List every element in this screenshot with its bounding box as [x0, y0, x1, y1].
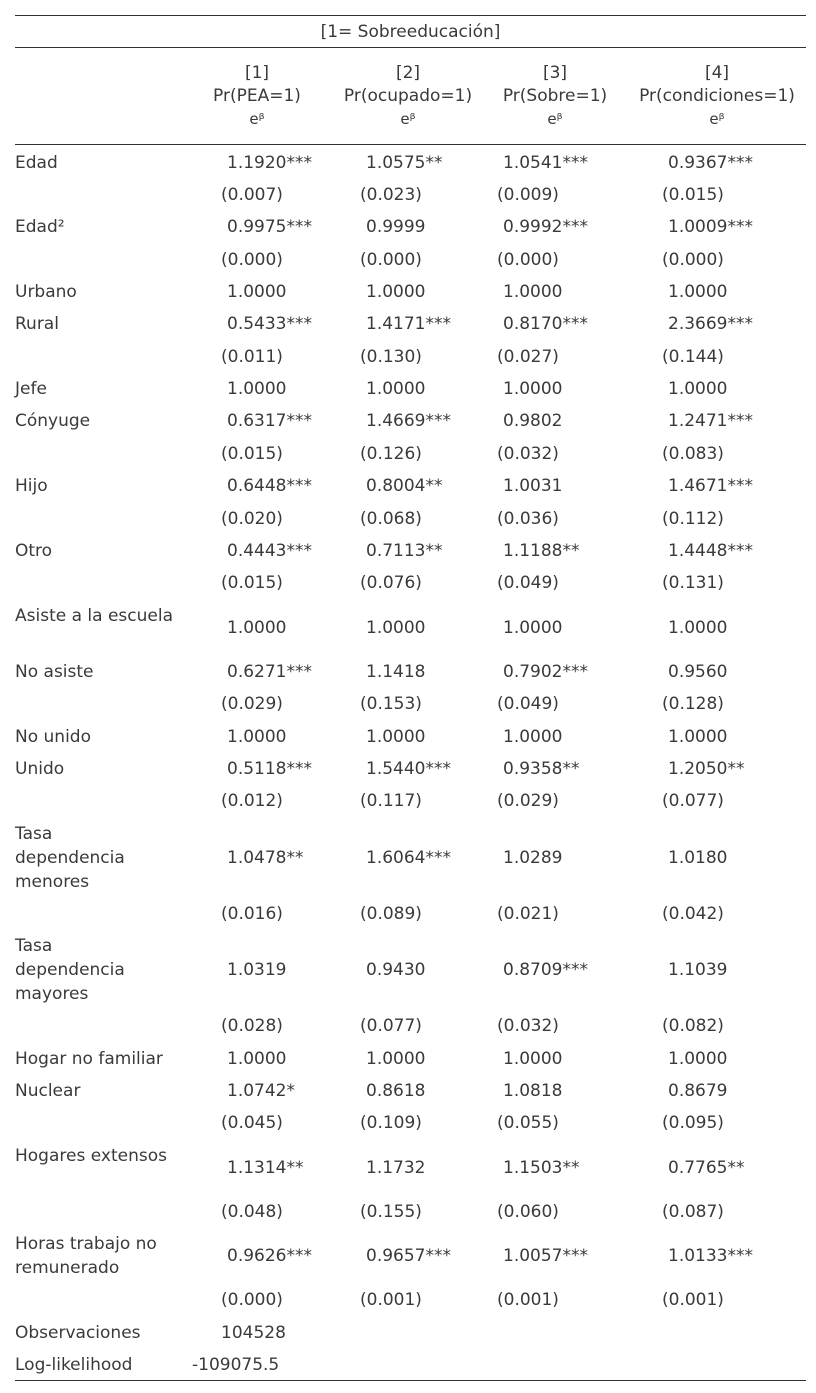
cell-col-2: 1.0575**	[366, 153, 443, 173]
cell-col-4: 1.0000	[668, 1049, 728, 1069]
cell-col-4: 1.0000	[668, 618, 728, 638]
cell-col-3: (0.060)	[497, 1202, 559, 1222]
header-rule	[15, 47, 806, 48]
row-label: Asiste a la escuela	[15, 606, 173, 626]
cell-col-2: 1.0000	[366, 282, 426, 302]
cell-col-3: 1.0000	[503, 379, 563, 399]
cell-col-2: (0.089)	[360, 904, 422, 924]
row-label: Observaciones	[15, 1323, 141, 1343]
cell-col-1: 0.9975***	[227, 217, 312, 237]
cell-col-4: 1.0009***	[668, 217, 753, 237]
cell-col-4: (0.083)	[662, 444, 724, 464]
cell-col-1: 0.5433***	[227, 314, 312, 334]
column-number: [4]	[704, 63, 730, 83]
cell-col-3: 1.0000	[503, 282, 563, 302]
cell-col-2: 0.8618	[366, 1081, 426, 1101]
cell-col-1: (0.028)	[221, 1016, 283, 1036]
cell-col-4: (0.000)	[662, 250, 724, 270]
cell-col-3: 1.0000	[503, 727, 563, 747]
column-dependent-variable: Pr(PEA=1)	[213, 86, 301, 106]
cell-col-3: (0.036)	[497, 509, 559, 529]
row-label: Hogares extensos	[15, 1146, 167, 1166]
column-dependent-variable: Pr(ocupado=1)	[343, 86, 473, 106]
cell-col-2: (0.068)	[360, 509, 422, 529]
cell-col-2: 1.5440***	[366, 759, 451, 779]
cell-col-2: 1.0000	[366, 727, 426, 747]
cell-col-1: (0.000)	[221, 1290, 283, 1310]
column-header-1	[197, 62, 317, 131]
cell-col-1: (0.016)	[221, 904, 283, 924]
cell-col-3: (0.021)	[497, 904, 559, 924]
cell-col-4: (0.128)	[662, 694, 724, 714]
cell-col-2: 0.9657***	[366, 1246, 451, 1266]
cell-col-2: (0.117)	[360, 791, 422, 811]
cell-col-3: (0.049)	[497, 694, 559, 714]
cell-col-2: (0.155)	[360, 1202, 422, 1222]
cell-col-3: 1.0541***	[503, 153, 588, 173]
row-label: Urbano	[15, 282, 77, 302]
cell-col-1: 1.0000	[227, 618, 287, 638]
cell-col-1: 0.6448***	[227, 476, 312, 496]
column-coefficient-label: eᵝ	[547, 110, 563, 128]
cell-col-1: 1.0000	[227, 1049, 287, 1069]
cell-col-2: (0.076)	[360, 573, 422, 593]
cell-col-4: 0.7765**	[668, 1158, 745, 1178]
cell-col-2: (0.109)	[360, 1113, 422, 1133]
cell-col-3: (0.029)	[497, 791, 559, 811]
cell-col-2: 1.1732	[366, 1158, 426, 1178]
spanning-header: [1= Sobreeducación]	[320, 22, 501, 42]
cell-col-3: 0.9802	[503, 411, 563, 431]
cell-col-3: 1.1188**	[503, 541, 580, 561]
cell-col-1: 0.4443***	[227, 541, 312, 561]
row-label: Unido	[15, 759, 65, 779]
cell-col-1: 1.1920***	[227, 153, 312, 173]
cell-col-2: 1.0000	[366, 618, 426, 638]
cell-col-1: (0.029)	[221, 694, 283, 714]
column-coefficient-label: eᵝ	[400, 110, 416, 128]
cell-col-2: 1.0000	[366, 1049, 426, 1069]
cell-col-1: 1.0000	[227, 282, 287, 302]
cell-col-4: (0.112)	[662, 509, 724, 529]
column-dependent-variable: Pr(condiciones=1)	[639, 86, 795, 106]
cell-col-4: (0.095)	[662, 1113, 724, 1133]
cell-col-1: 1.0000	[227, 379, 287, 399]
cell-col-4: 1.0000	[668, 282, 728, 302]
cell-col-3: (0.049)	[497, 573, 559, 593]
cell-col-2: 1.4669***	[366, 411, 451, 431]
cell-col-1: (0.011)	[221, 347, 283, 367]
cell-col-3: 0.9992***	[503, 217, 588, 237]
cell-col-1: (0.015)	[221, 573, 283, 593]
body-rule	[15, 144, 806, 145]
cell-col-2: (0.023)	[360, 185, 422, 205]
cell-col-1: 0.5118***	[227, 759, 312, 779]
row-label: Otro	[15, 541, 53, 561]
cell-col-4: 1.0000	[668, 727, 728, 747]
row-label: Rural	[15, 314, 59, 334]
cell-col-1: (0.048)	[221, 1202, 283, 1222]
cell-col-3: 0.8170***	[503, 314, 588, 334]
row-label: Log-likelihood	[15, 1355, 133, 1375]
row-label: Tasa dependencia menores	[15, 824, 125, 892]
row-label: Hogar no familiar	[15, 1049, 163, 1069]
column-number: [1]	[244, 63, 270, 83]
cell-col-1: 0.6271***	[227, 662, 312, 682]
loglik-value: -109075.5	[192, 1355, 280, 1375]
column-header-4	[626, 62, 808, 131]
column-coefficient-label: eᵝ	[249, 110, 265, 128]
cell-col-2: 0.9999	[366, 217, 426, 237]
cell-col-3: (0.001)	[497, 1290, 559, 1310]
cell-col-4: 1.1039	[668, 960, 728, 980]
cell-col-4: 0.9560	[668, 662, 728, 682]
cell-col-3: 0.8709***	[503, 960, 588, 980]
cell-col-4: 1.0133***	[668, 1246, 753, 1266]
cell-col-2: 0.7113**	[366, 541, 443, 561]
cell-col-1: (0.000)	[221, 250, 283, 270]
cell-col-4: 1.0000	[668, 379, 728, 399]
cell-col-1: 1.0319	[227, 960, 287, 980]
cell-col-1: (0.020)	[221, 509, 283, 529]
column-dependent-variable: Pr(Sobre=1)	[502, 86, 608, 106]
cell-col-3: 1.0289	[503, 848, 563, 868]
cell-col-4: 0.9367***	[668, 153, 753, 173]
cell-col-3: 1.0000	[503, 1049, 563, 1069]
cell-col-4: (0.015)	[662, 185, 724, 205]
cell-col-3: (0.009)	[497, 185, 559, 205]
cell-col-4: 1.4671***	[668, 476, 753, 496]
cell-col-3: (0.055)	[497, 1113, 559, 1133]
cell-col-2: 1.0000	[366, 379, 426, 399]
cell-col-3: 1.1503**	[503, 1158, 580, 1178]
column-header-2	[333, 62, 483, 131]
cell-col-4: (0.082)	[662, 1016, 724, 1036]
cell-col-1: (0.007)	[221, 185, 283, 205]
cell-col-2: (0.153)	[360, 694, 422, 714]
cell-col-3: (0.032)	[497, 1016, 559, 1036]
row-label: No asiste	[15, 662, 94, 682]
top-rule	[15, 15, 806, 16]
cell-col-3: 1.0057***	[503, 1246, 588, 1266]
cell-col-3: 1.0031	[503, 476, 563, 496]
cell-col-4: 0.8679	[668, 1081, 728, 1101]
cell-col-2: 1.6064***	[366, 848, 451, 868]
cell-col-2: (0.001)	[360, 1290, 422, 1310]
column-number: [2]	[395, 63, 421, 83]
cell-col-2: 1.4171***	[366, 314, 451, 334]
cell-col-1: (0.045)	[221, 1113, 283, 1133]
observations-value: 104528	[221, 1323, 286, 1343]
row-label: Nuclear	[15, 1081, 81, 1101]
row-label: Tasa dependencia mayores	[15, 936, 125, 1004]
column-coefficient-label: eᵝ	[709, 110, 725, 128]
cell-col-2: 0.8004**	[366, 476, 443, 496]
cell-col-2: (0.126)	[360, 444, 422, 464]
cell-col-1: 1.0742*	[227, 1081, 295, 1101]
cell-col-4: 1.2471***	[668, 411, 753, 431]
cell-col-1: (0.012)	[221, 791, 283, 811]
row-label: Horas trabajo no remunerado	[15, 1234, 157, 1278]
cell-col-2: (0.077)	[360, 1016, 422, 1036]
row-label: Edad	[15, 153, 58, 173]
cell-col-4: 1.4448***	[668, 541, 753, 561]
row-label: Edad²	[15, 217, 65, 237]
column-header-3	[492, 62, 618, 131]
cell-col-4: 1.2050**	[668, 759, 745, 779]
cell-col-4: (0.077)	[662, 791, 724, 811]
cell-col-3: 1.0000	[503, 618, 563, 638]
cell-col-1: 0.6317***	[227, 411, 312, 431]
cell-col-4: (0.087)	[662, 1202, 724, 1222]
cell-col-4: (0.131)	[662, 573, 724, 593]
row-label: Jefe	[15, 379, 47, 399]
cell-col-2: (0.000)	[360, 250, 422, 270]
cell-col-1: 1.0478**	[227, 848, 304, 868]
row-label: No unido	[15, 727, 91, 747]
cell-col-4: 2.3669***	[668, 314, 753, 334]
cell-col-3: (0.027)	[497, 347, 559, 367]
cell-col-4: (0.144)	[662, 347, 724, 367]
cell-col-3: (0.032)	[497, 444, 559, 464]
bottom-rule	[15, 1380, 806, 1381]
column-number: [3]	[542, 63, 568, 83]
cell-col-1: 0.9626***	[227, 1246, 312, 1266]
cell-col-4: 1.0180	[668, 848, 728, 868]
cell-col-2: 1.1418	[366, 662, 426, 682]
row-label: Hijo	[15, 476, 48, 496]
cell-col-4: (0.001)	[662, 1290, 724, 1310]
cell-col-3: 0.7902***	[503, 662, 588, 682]
cell-col-4: (0.042)	[662, 904, 724, 924]
cell-col-1: 1.1314**	[227, 1158, 304, 1178]
cell-col-2: 0.9430	[366, 960, 426, 980]
cell-col-3: 1.0818	[503, 1081, 563, 1101]
cell-col-1: 1.0000	[227, 727, 287, 747]
cell-col-3: 0.9358**	[503, 759, 580, 779]
cell-col-2: (0.130)	[360, 347, 422, 367]
cell-col-1: (0.015)	[221, 444, 283, 464]
cell-col-3: (0.000)	[497, 250, 559, 270]
row-label: Cónyuge	[15, 411, 91, 431]
